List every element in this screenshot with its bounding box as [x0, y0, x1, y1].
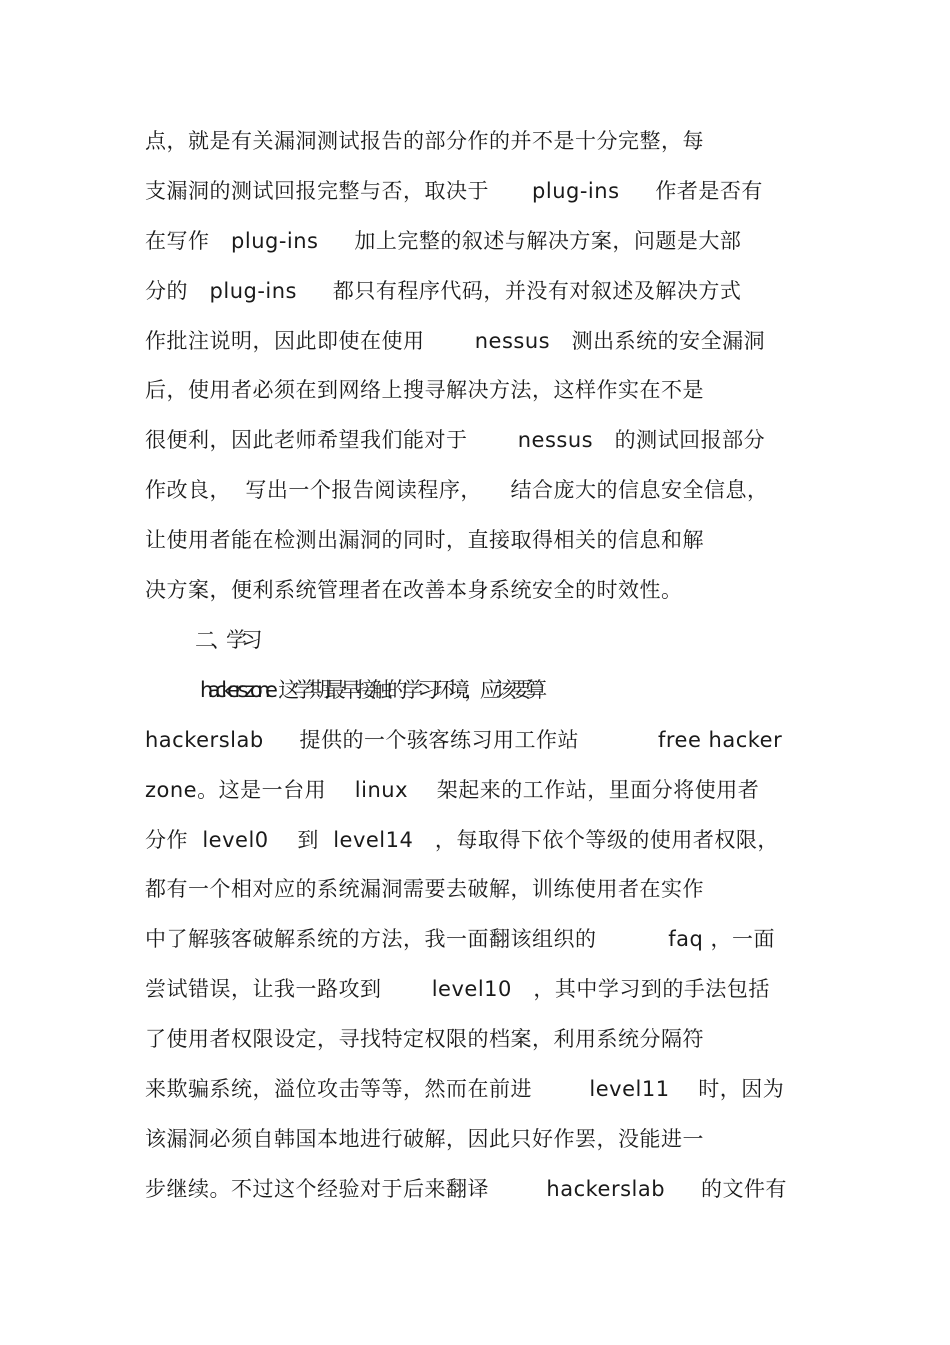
paragraph-line: 很便利，因此老师希望我们能对于 nessus 的测试回报部分 — [145, 428, 766, 452]
paragraph-line: 作改良， 写出一个报告阅读程序， 结合庞大的信息安全信息， — [145, 478, 769, 502]
paragraph-line: 尝试错误，让我一路攻到 level10 ，其中学习到的手法包括 — [145, 977, 770, 1001]
paragraph-line: 分作 level0 到 level14 ，每取得下依个等级的使用者权限， — [145, 828, 779, 852]
paragraph-line: 了使用者权限设定，寻找特定权限的档案，利用系统分隔符 — [145, 1027, 704, 1051]
paragraph-line: 在写作 plug-ins 加上完整的叙述与解决方案，问题是大部 — [145, 229, 742, 253]
paragraph-line: 步继续。不过这个经验对于后来翻译 hackerslab 的文件有 — [145, 1177, 787, 1201]
paragraph-line: 让使用者能在检测出漏洞的同时，直接取得相关的信息和解 — [145, 528, 704, 552]
paragraph-line: 该漏洞必须自韩国本地进行破解，因此只好作罢，没能进一 — [145, 1127, 704, 1151]
paragraph-line: 支漏洞的测试回报完整与否，取决于 plug-ins 作者是否有 — [145, 179, 763, 203]
paragraph-line: hackers zone 这学期最早接触的学习环境，应该要算 — [200, 678, 542, 702]
paragraph-line: 来欺骗系统，溢位攻击等等，然而在前进 level11 时，因为 — [145, 1077, 785, 1101]
paragraph-line: 决方案，便利系统管理者在改善本身系统安全的时效性。 — [145, 578, 683, 602]
paragraph-line: hackerslab 提供的一个骇客练习用工作站 free hacker — [145, 728, 783, 752]
paragraph-line: 作批注说明，因此即使在使用 nessus 测出系统的安全漏洞 — [145, 329, 766, 353]
paragraph-line: 都有一个相对应的系统漏洞需要去破解，训练使用者在实作 — [145, 877, 704, 901]
paragraph-line: 点，就是有关漏洞测试报告的部分作的并不是十分完整，每 — [145, 129, 704, 153]
paragraph-line: zone。这是一台用 linux 架起来的工作站，里面分将使用者 — [145, 778, 760, 802]
paragraph-line: 后，使用者必须在到网络上搜寻解决方法，这样作实在不是 — [145, 378, 704, 402]
paragraph-line: 中了解骇客破解系统的方法，我一面翻该组织的 faq ，一面 — [145, 927, 776, 951]
paragraph-line: 分的 plug-ins 都只有程序代码，并没有对叙述及解决方式 — [145, 279, 742, 303]
section-heading: 二、学习 — [195, 628, 257, 652]
